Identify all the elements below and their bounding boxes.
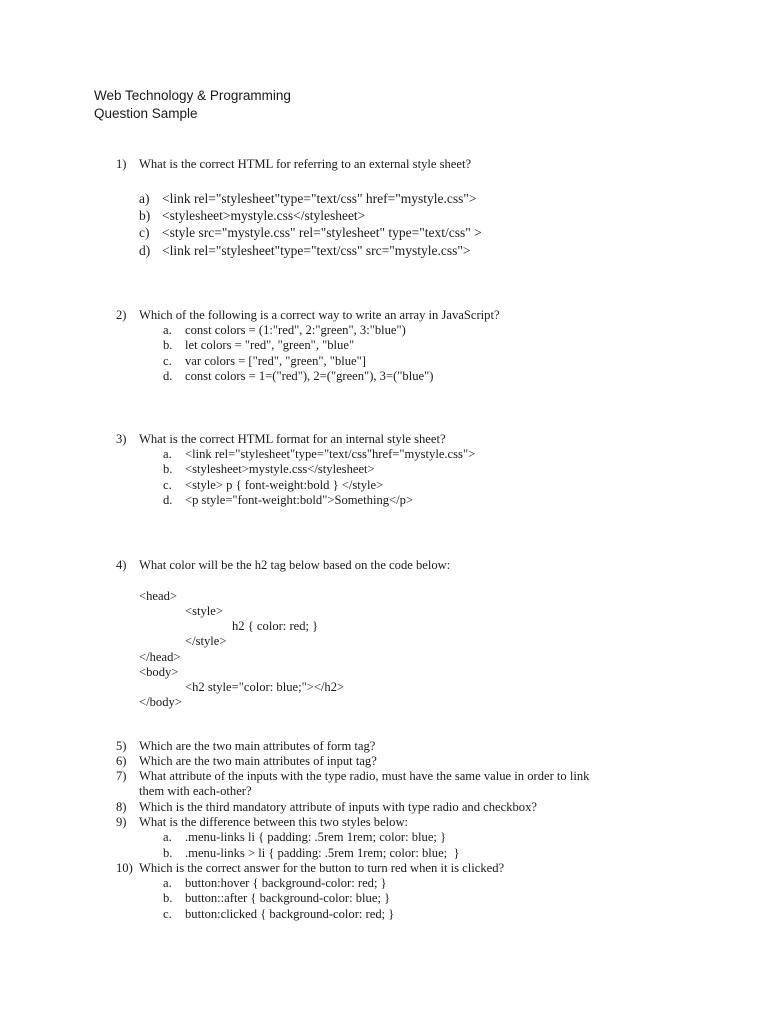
option-letter: a. [163, 447, 172, 461]
question-text: What attribute of the inputs with the type radio, must have the same value in order to link [139, 769, 590, 783]
question-number: 3) [116, 432, 127, 446]
option-letter: a. [163, 876, 172, 890]
option-text: var colors = ["red", "green", "blue"] [185, 354, 366, 368]
option-letter: c. [163, 478, 172, 492]
option-text: <style src="mystyle.css" rel="stylesheet" type="text/css" > [162, 225, 482, 240]
option-text: .menu-links > li { padding: .5rem 1rem; color: blue; } [185, 846, 460, 860]
option-text: button:hover { background-color: red; } [185, 876, 387, 890]
option-letter: b) [139, 208, 151, 223]
option-letter: d. [163, 369, 173, 383]
option-text: const colors = (1:"red", 2:"green", 3:"blue") [185, 323, 406, 337]
code-line: <h2 style="color: blue;"></h2> [185, 680, 345, 694]
document-header [94, 87, 291, 123]
code-line: h2 { color: red; } [232, 619, 319, 633]
option-letter: a. [163, 323, 172, 337]
option-text: <stylesheet>mystyle.css</stylesheet> [162, 208, 366, 223]
option-letter: c. [163, 907, 172, 921]
question-number: 7) [116, 769, 127, 783]
question-text: Which is the third mandatory attribute of inputs with type radio and checkbox? [139, 800, 537, 814]
question-number: 9) [116, 815, 127, 829]
question-text: Which are the two main attributes of input tag? [139, 754, 377, 768]
document-title: Web Technology & Programming [94, 88, 291, 103]
option-letter: b. [163, 338, 173, 352]
question-number: 10) [116, 861, 133, 875]
code-line: <style> [185, 604, 223, 618]
option-letter: a. [163, 830, 172, 844]
option-letter: d) [139, 243, 151, 258]
option-text: const colors = 1=("red"), 2=("green"), 3=("blue") [185, 369, 434, 383]
question-text-continued: them with each-other? [139, 784, 252, 798]
option-text: button::after { background-color: blue; } [185, 891, 391, 905]
option-text: <link rel="stylesheet"type="text/css" src="mystyle.css"> [162, 243, 471, 258]
option-letter: d. [163, 493, 173, 507]
option-letter: c. [163, 354, 172, 368]
question-text: What color will be the h2 tag below based on the code below: [139, 558, 451, 572]
option-letter: b. [163, 846, 173, 860]
question-text: Which is the correct answer for the button to turn red when it is clicked? [139, 861, 505, 875]
code-line: <head> [139, 589, 177, 603]
question-text: What is the difference between this two styles below: [139, 815, 409, 829]
question-number: 6) [116, 754, 127, 768]
code-line: </body> [139, 695, 182, 709]
option-text: button:clicked { background-color: red; } [185, 907, 395, 921]
option-text: <link rel="stylesheet"type="text/css" href="mystyle.css"> [162, 191, 477, 206]
option-text: .menu-links li { padding: .5rem 1rem; color: blue; } [185, 830, 447, 844]
question-text: Which of the following is a correct way to write an array in JavaScript? [139, 308, 500, 322]
question-text: What is the correct HTML format for an internal style sheet? [139, 432, 446, 446]
option-text: let colors = "red", "green", "blue" [185, 338, 355, 352]
question-number: 4) [116, 558, 127, 572]
option-letter: b. [163, 891, 173, 905]
option-text: <style> p { font-weight:bold } </style> [185, 478, 384, 492]
question-text: Which are the two main attributes of form tag? [139, 739, 376, 753]
option-letter: b. [163, 462, 173, 476]
document-subtitle: Question Sample [94, 106, 198, 121]
option-text: <link rel="stylesheet"type="text/css"href="mystyle.css"> [185, 447, 476, 461]
code-line: </head> [139, 650, 181, 664]
code-line: <body> [139, 665, 179, 679]
question-text: What is the correct HTML for referring to an external style sheet? [139, 157, 472, 171]
question-number: 8) [116, 800, 127, 814]
option-letter: c) [139, 225, 150, 240]
option-letter: a) [139, 191, 150, 206]
question-number: 2) [116, 308, 127, 322]
option-text: <stylesheet>mystyle.css</stylesheet> [185, 462, 375, 476]
code-line: </style> [185, 634, 227, 648]
question-number: 5) [116, 739, 127, 753]
option-text: <p style="font-weight:bold">Something</p> [185, 493, 414, 507]
question-number: 1) [116, 157, 127, 171]
